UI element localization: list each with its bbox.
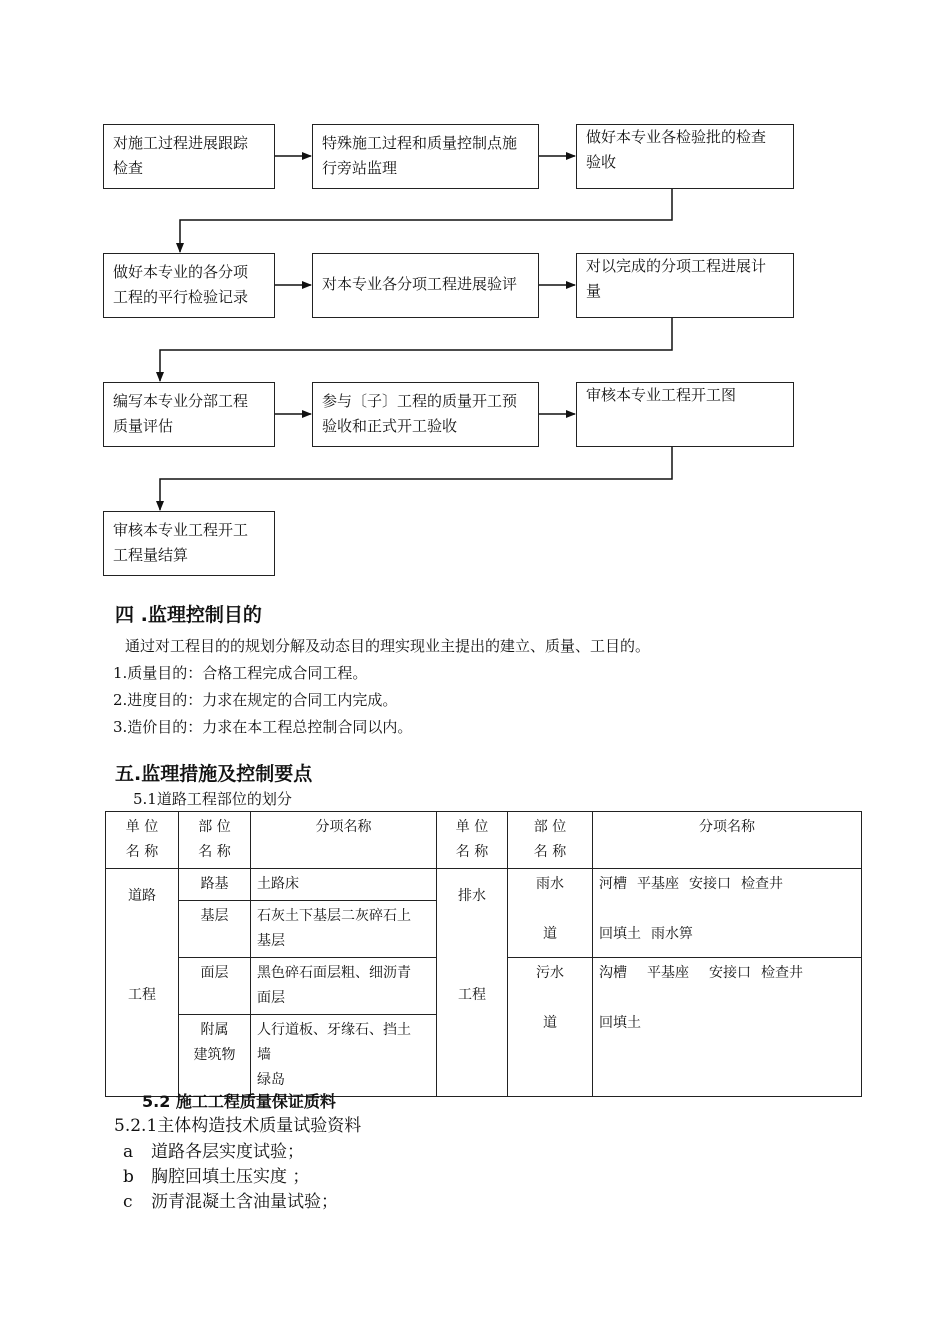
items-rain-pipe: 河槽 平基座 安接口 检查井 回填土 雨水箅 [593,869,862,958]
item-subgrade: 土路床 [251,869,437,901]
unit-drainage: 排水 工程 [437,869,508,1097]
part-base: 基层 [179,901,251,958]
section5-sub2-1: 5.2.1主体构造技术质量试验资料 [114,1116,362,1136]
road-division-table [105,811,862,1097]
item-ancillary: 人行道板、牙缘石、挡土 墙 绿岛 [251,1015,437,1097]
section5-sub1: 5.1道路工程部位的划分 [133,790,292,808]
flow-box-item-evaluation: 对本专业各分项工程进展验评 [312,253,539,318]
section4-item-quality: 1.质量目的：合格工程完成合同工程。 [113,664,368,682]
item-surface: 黑色碎石面层粗、细沥青 面层 [251,958,437,1015]
item-base: 石灰土下基层二灰碎石上 基层 [251,901,437,958]
flow-box-start-acceptance: 参与〔子〕工程的质量开工预 验收和正式开工验收 [312,382,539,447]
part-subgrade: 路基 [179,869,251,901]
part-surface: 面层 [179,958,251,1015]
list-item: c 沥青混凝土含油量试验； [123,1192,338,1212]
unit-road: 道路 工程 [106,869,179,1097]
items-sewage-pipe: 沟槽 平基座 安接口 检查井 回填土 [593,958,862,1097]
list-item: a 道路各层实度试验； [123,1142,304,1162]
section5-sub2: 5.2 施工工程质量保证质料 [142,1092,336,1111]
header-part-name-2: 部 位 名 称 [508,812,593,869]
header-unit-name-2: 单 位 名 称 [437,812,508,869]
header-part-name: 部 位 名 称 [179,812,251,869]
flow-box-parallel-records: 做好本专业的各分项 工程的平行检验记录 [103,253,275,318]
flow-box-track-inspection: 对施工过程进展跟踪 检查 [103,124,275,189]
table-header-row [106,812,862,869]
flow-box-batch-acceptance: 做好本专业各检验批的检查 验收 [576,124,794,189]
table-row [106,869,862,901]
flow-box-side-supervision: 特殊施工过程和质量控制点施 行旁站监理 [312,124,539,189]
section4-intro: 通过对工程目的的规划分解及动态目的理实现业主提出的建立、质量、工目的。 [125,637,651,655]
header-unit-name: 单 位 名 称 [106,812,179,869]
part-ancillary: 附属 建筑物 [179,1015,251,1097]
flow-box-measurement: 对以完成的分项工程进展计 量 [576,253,794,318]
section4-item-cost: 3.造价目的：力求在本工程总控制合同以内。 [113,718,413,736]
section5-heading: 五.监理措施及控制要点 [115,763,313,785]
list-item: b 胸腔回填土压实度 ； [123,1167,310,1187]
part-rain-pipe: 雨水 道 [508,869,593,958]
header-item-name-2: 分项名称 [593,812,862,869]
section4-item-schedule: 2.进度目的：力求在规定的合同工内完成。 [113,691,398,709]
flow-box-quality-assessment: 编写本专业分部工程 质量评估 [103,382,275,447]
header-item-name: 分项名称 [251,812,437,869]
flow-box-review-drawings: 审核本专业工程开工图 [576,382,794,447]
section4-heading: 四 .监理控制目的 [115,604,262,626]
flow-box-settlement: 审核本专业工程开工 工程量结算 [103,511,275,576]
part-sewage-pipe: 污水 道 [508,958,593,1097]
